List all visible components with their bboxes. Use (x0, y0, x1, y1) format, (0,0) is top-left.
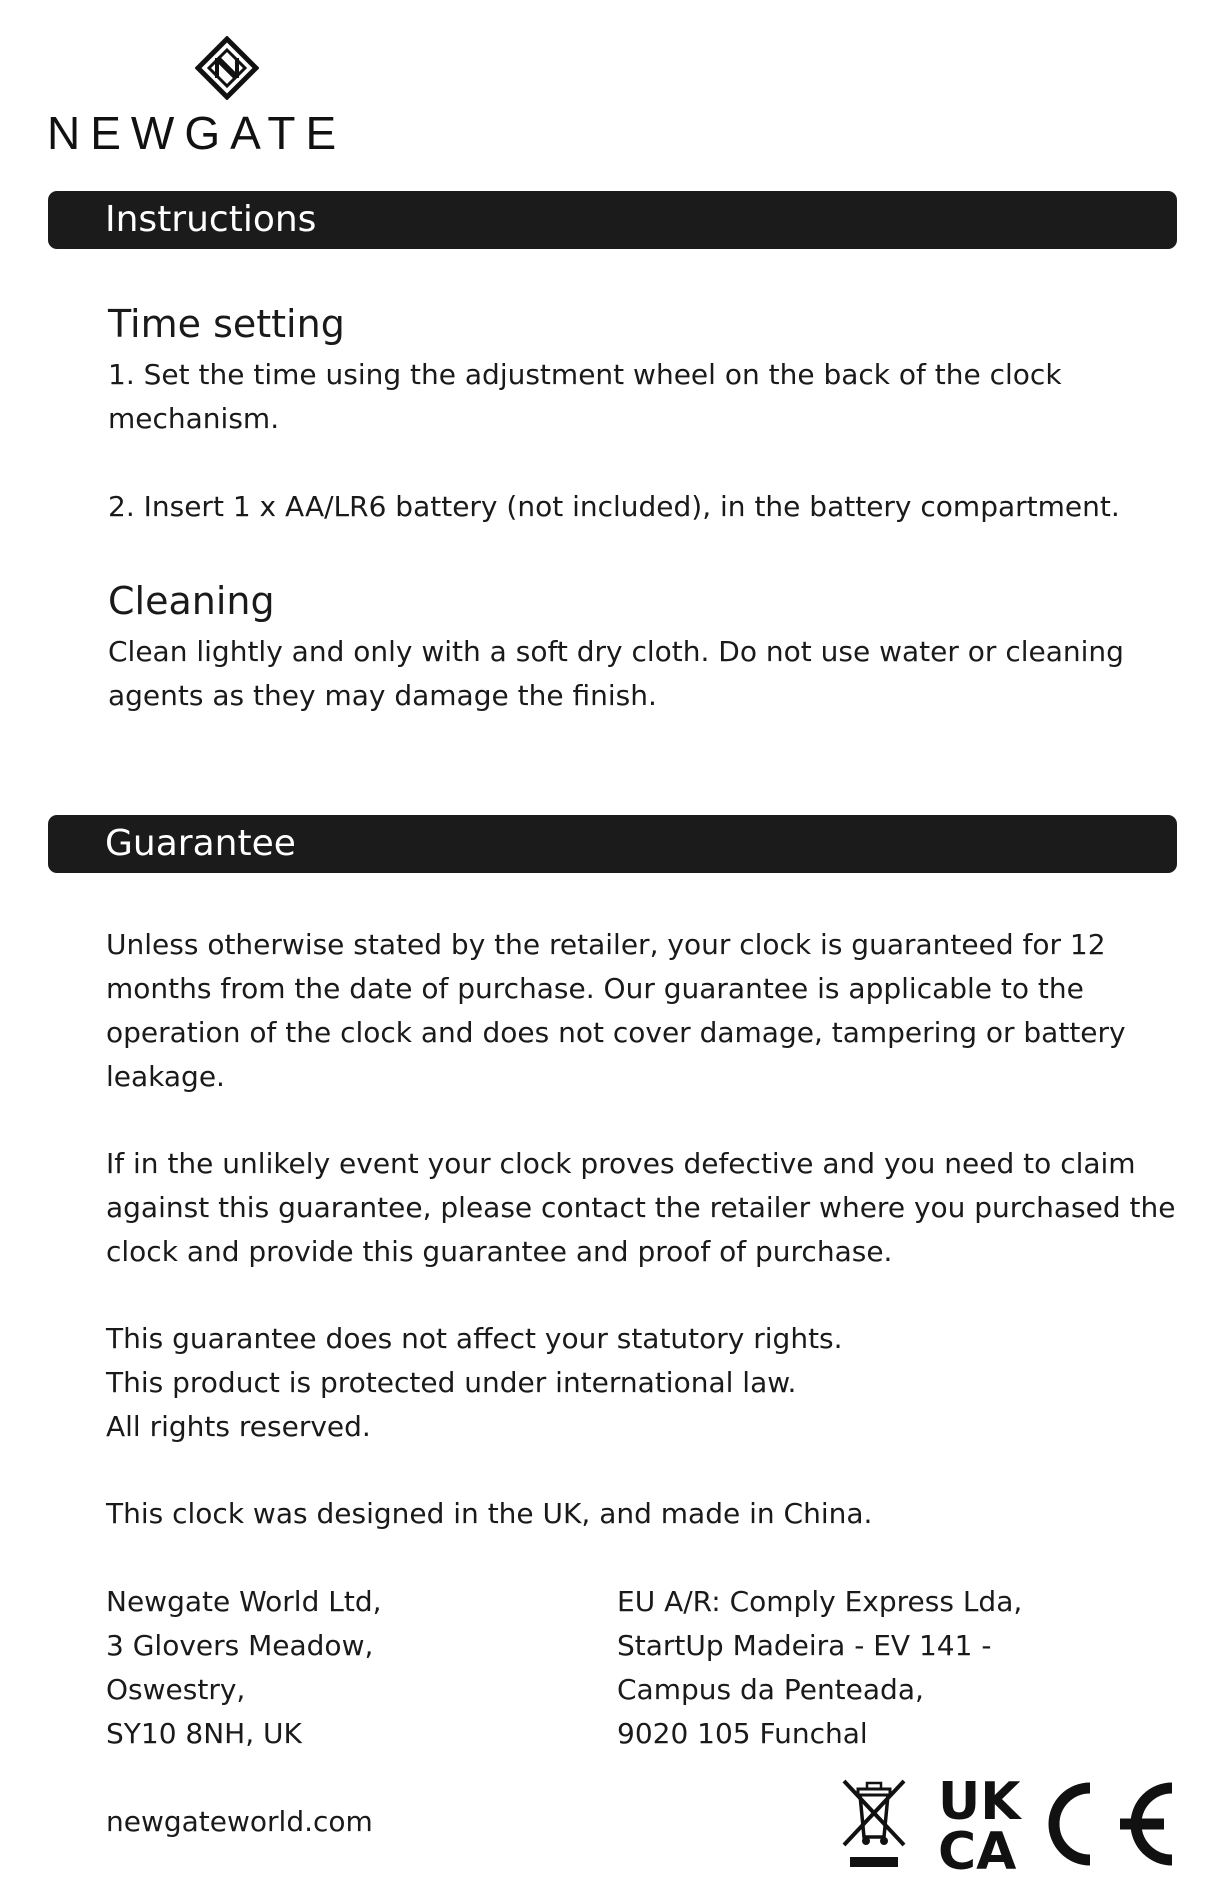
address-uk-line1: Newgate World Ltd, (106, 1585, 382, 1618)
website-link[interactable]: newgateworld.com (106, 1805, 373, 1838)
guarantee-para2-line2: against this guarantee, please contact the retailer where you purchased the (106, 1191, 1176, 1224)
time-setting-step2: 2. Insert 1 x AA/LR6 battery (not included), in the battery compartment. (108, 490, 1120, 523)
ce-mark-icon (1054, 1788, 1172, 1860)
time-setting-step1-line1: 1. Set the time using the adjustment wheel on the back of the clock (108, 358, 1062, 391)
cleaning-line2: agents as they may damage the finish. (108, 679, 657, 712)
address-uk-line2: 3 Glovers Meadow, (106, 1629, 374, 1662)
guarantee-para3-line1: This guarantee does not affect your statutory rights. (106, 1322, 843, 1355)
compliance-marks (838, 1775, 1183, 1873)
guarantee-para1-line2: months from the date of purchase. Our guarantee is applicable to the (106, 972, 1084, 1005)
address-eu-line4: 9020 105 Funchal (617, 1717, 868, 1750)
cleaning-heading: Cleaning (108, 579, 275, 623)
ukca-mark-icon (938, 1775, 1022, 1873)
instructions-title: Instructions (105, 199, 317, 240)
instructions-header-bar (48, 191, 1177, 249)
crossed-bin-icon (844, 1781, 904, 1867)
time-setting-heading: Time setting (108, 302, 345, 346)
cleaning-line1: Clean lightly and only with a soft dry cloth. Do not use water or cleaning (108, 635, 1124, 668)
address-uk-line3: Oswestry, (106, 1673, 246, 1706)
guarantee-para3-line2: This product is protected under international law. (106, 1366, 797, 1399)
diamond-n-logo-icon (195, 36, 259, 100)
svg-text:CA: CA (938, 1822, 1017, 1873)
time-setting-step1-line2: mechanism. (108, 402, 280, 435)
guarantee-para3-line3: All rights reserved. (106, 1410, 371, 1443)
guarantee-title: Guarantee (105, 823, 296, 864)
brand-wordmark: NEWGATE (47, 107, 347, 159)
guarantee-header-bar (48, 815, 1177, 873)
address-eu-line3: Campus da Penteada, (617, 1673, 924, 1706)
address-uk-line4: SY10 8NH, UK (106, 1717, 302, 1750)
guarantee-para1-line4: leakage. (106, 1060, 225, 1093)
address-eu-line1: EU A/R: Comply Express Lda, (617, 1585, 1023, 1618)
guarantee-para1-line1: Unless otherwise stated by the retailer, your clock is guaranteed for 12 (106, 928, 1106, 961)
guarantee-para1-line3: operation of the clock and does not cover damage, tampering or battery (106, 1016, 1126, 1049)
address-eu-line2: StartUp Madeira - EV 141 - (617, 1629, 992, 1662)
guarantee-para2-line1: If in the unlikely event your clock proves defective and you need to claim (106, 1147, 1136, 1180)
svg-text:UK: UK (938, 1775, 1021, 1832)
origin-statement: This clock was designed in the UK, and made in China. (106, 1497, 873, 1530)
guarantee-para2-line3: clock and provide this guarantee and proof of purchase. (106, 1235, 893, 1268)
